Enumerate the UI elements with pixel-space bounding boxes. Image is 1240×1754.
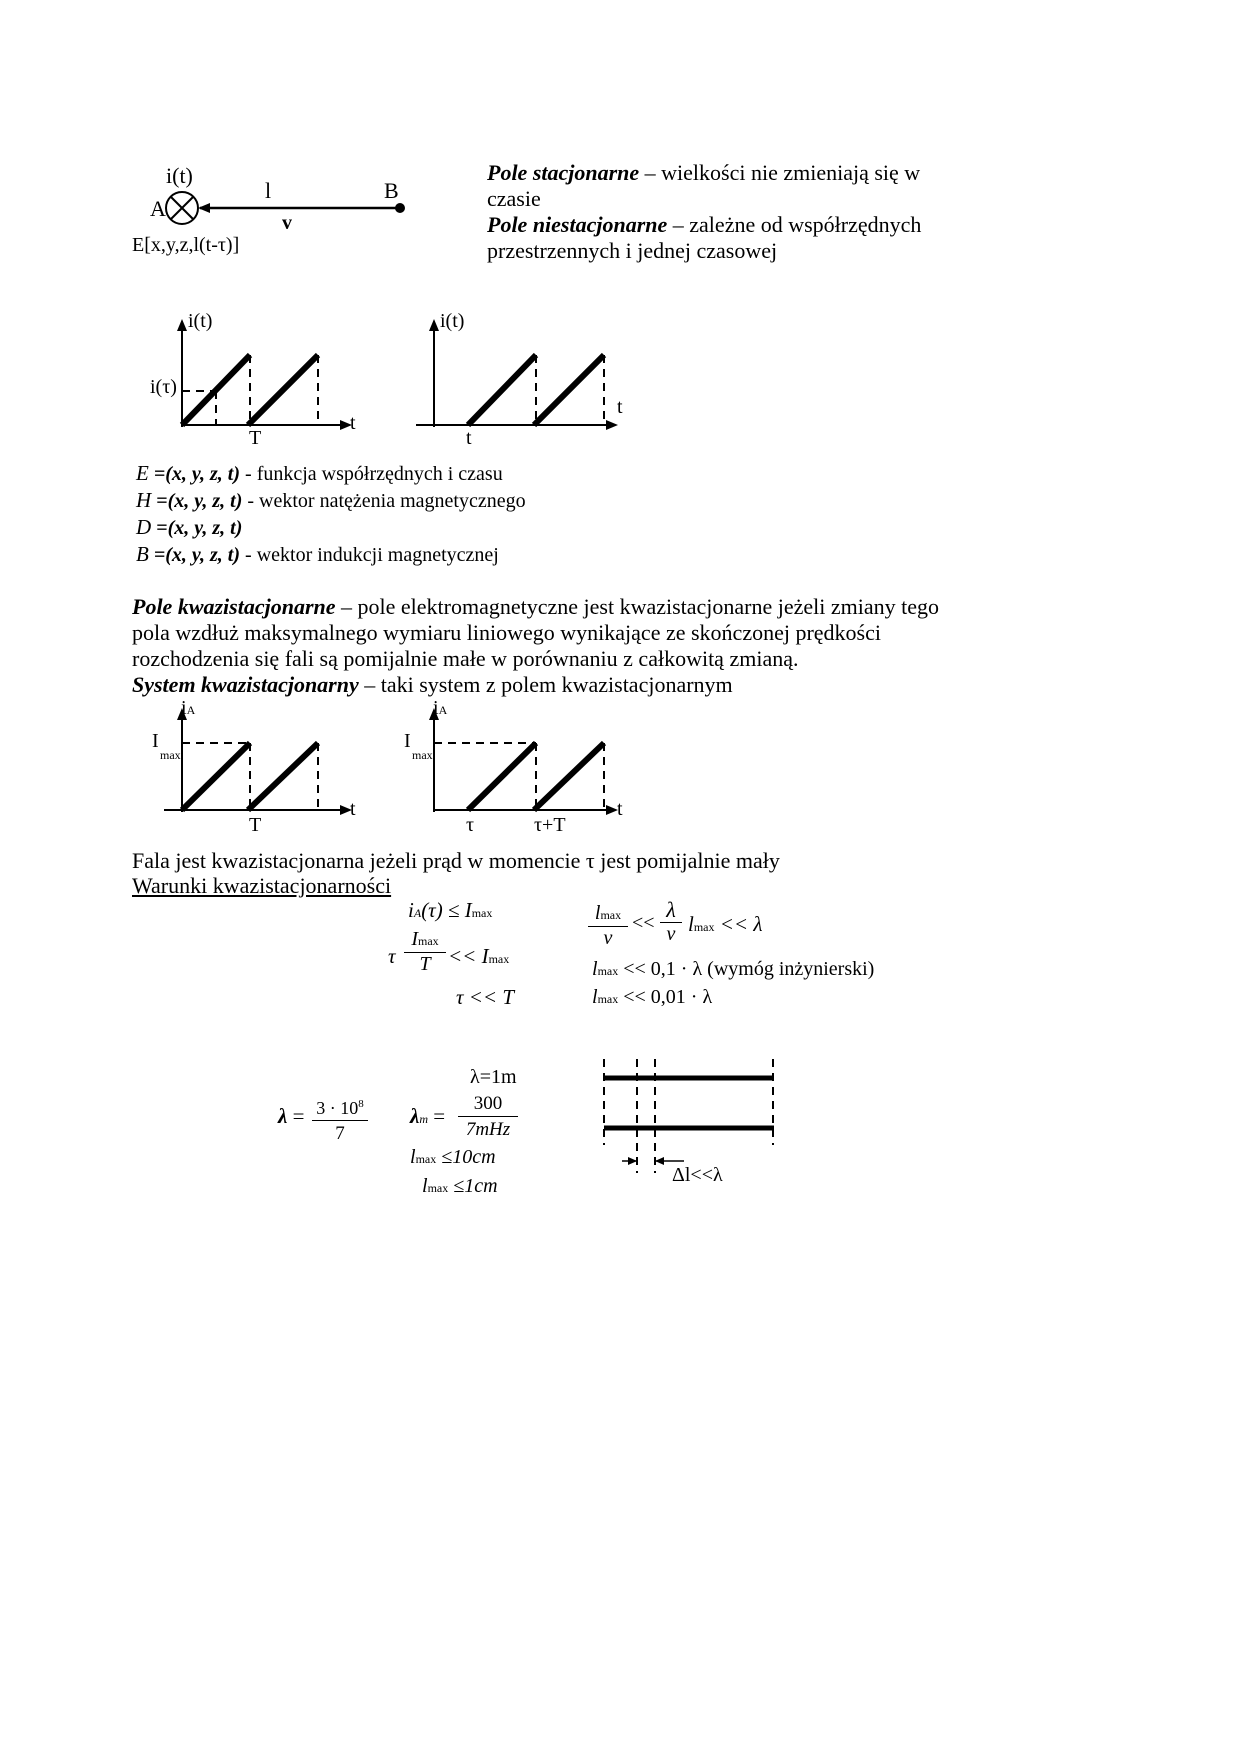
point-a-label: A [150, 196, 166, 221]
graph2-left-imax-label: I [152, 730, 159, 752]
condition-2-fraction: Imax T [404, 928, 446, 975]
graph1-right-t-label: t [617, 396, 623, 418]
graph2-left-t-label: t [350, 798, 356, 820]
lambda-m-equation: λm = [410, 1104, 446, 1128]
graph2-left-period-label: T [249, 814, 262, 836]
y-axis-arrow-icon [177, 319, 187, 331]
x-axis-arrow-icon [606, 420, 618, 430]
conditions-heading: Warunki kwazistacjonarności [132, 873, 392, 898]
graph2-left-imax-sub: max [160, 748, 181, 762]
wave-statement: Fala jest kwazistacjonarna jeżeli prąd w momencie τ jest pomijalnie mały [132, 848, 780, 873]
nonstationary-definition: Pole niestacjonarne – zależne od współrzędnych [487, 212, 922, 237]
delta-l-label: Δl<<λ [672, 1164, 723, 1186]
condition-r3: lmax << 0,01 · λ [592, 986, 713, 1008]
graph1-left-t-label: t [350, 412, 356, 434]
condition-r1-rest: lmax << λ [688, 912, 763, 936]
graph2-right-imax-sub: max [412, 748, 433, 762]
velocity-label: v [282, 212, 292, 234]
condition-r1-fraction-2: $\frac{\lambda}{v}$ [660, 898, 682, 945]
stationary-definition-cont: czasie [487, 186, 541, 211]
current-label: i(t) [166, 163, 193, 188]
field-vector-b: B =(x, y, z, t) - wektor indukcji magnetycznej [136, 542, 499, 566]
sawtooth-graph-right [410, 315, 640, 445]
lambda-m-fraction: 300 7mHz [458, 1092, 518, 1143]
point-b-dot [395, 203, 405, 213]
right-arrow-icon [628, 1157, 637, 1165]
lambda-equation: λ = [278, 1104, 305, 1128]
lmax-10cm: lmax ≤10cm [410, 1146, 496, 1168]
graph1-right-offset-label: t [466, 427, 472, 449]
lambda-1m: λ=1m [470, 1066, 517, 1088]
source-cross-circle-icon [166, 192, 198, 224]
graph1-left-y-label: i(t) [188, 310, 213, 332]
graph1-left-period-label: T [249, 427, 262, 449]
lmax-1cm: lmax ≤1cm [422, 1175, 498, 1197]
condition-1: iA(τ) ≤ Imax [408, 898, 493, 922]
quasi-system-definition: System kwazistacjonarny – taki system z polem kwazistacjonarnym [132, 672, 733, 697]
quasi-field-definition: Pole kwazistacjonarne – pole elektromagnetyczne jest kwazistacjonarne jeżeli zmiany tego [132, 594, 940, 619]
length-label: l [265, 178, 272, 203]
quasi-line-3: rozchodzenia się fali są pomijalnie małe w porównaniu z całkowitą zmianą. [132, 646, 799, 671]
field-expression: E[x,y,z,l(t-τ)] [132, 234, 240, 256]
graph2-right-tau-label: τ [466, 814, 475, 836]
field-vector-d: D =(x, y, z, t) [136, 515, 243, 539]
source-line-diagram [160, 185, 420, 235]
point-b-label: B [384, 178, 399, 203]
stationary-definition: Pole stacjonarne – wielkości nie zmieniają się w [487, 160, 921, 185]
condition-r1-fraction-1: lmax v [588, 902, 628, 949]
condition-2-rest: << Imax [448, 944, 510, 968]
nonstationary-definition-cont: przestrzennych i jednej czasowej [487, 238, 778, 263]
graph1-right-y-label: i(t) [440, 310, 465, 332]
condition-2-tau: τ [388, 944, 396, 968]
arrow-head-icon [198, 203, 210, 213]
graph2-left-y-label: iA [181, 697, 196, 719]
graph1-left-tau-label: i(τ) [150, 376, 177, 398]
graph2-right-tau-t-label: τ+T [534, 814, 566, 836]
condition-r1-op: << [632, 912, 655, 934]
graph2-right-t-label: t [617, 798, 623, 820]
condition-3: τ << T [456, 985, 515, 1009]
field-vector-h: H =(x, y, z, t) - wektor natężenia magnetycznego [136, 488, 526, 512]
condition-r2: lmax << 0,1 · λ (wymóg inżynierski) [592, 958, 875, 980]
y-axis-arrow-icon [429, 319, 439, 331]
graph2-right-imax-label: I [404, 730, 411, 752]
field-vector-e: E =(x, y, z, t) - funkcja współrzędnych i czasu [136, 461, 503, 485]
lambda-fraction: $\frac{3 \cdot 10^8}{7}$ [312, 1092, 368, 1147]
sawtooth-graph-left [150, 315, 380, 445]
graph2-right-y-label: iA [433, 697, 448, 719]
quasi-line-2: pola wzdłuż maksymalnego wymiaru liniowego wynikające ze skończonej prędkości [132, 620, 881, 645]
left-arrow-icon [655, 1157, 664, 1165]
